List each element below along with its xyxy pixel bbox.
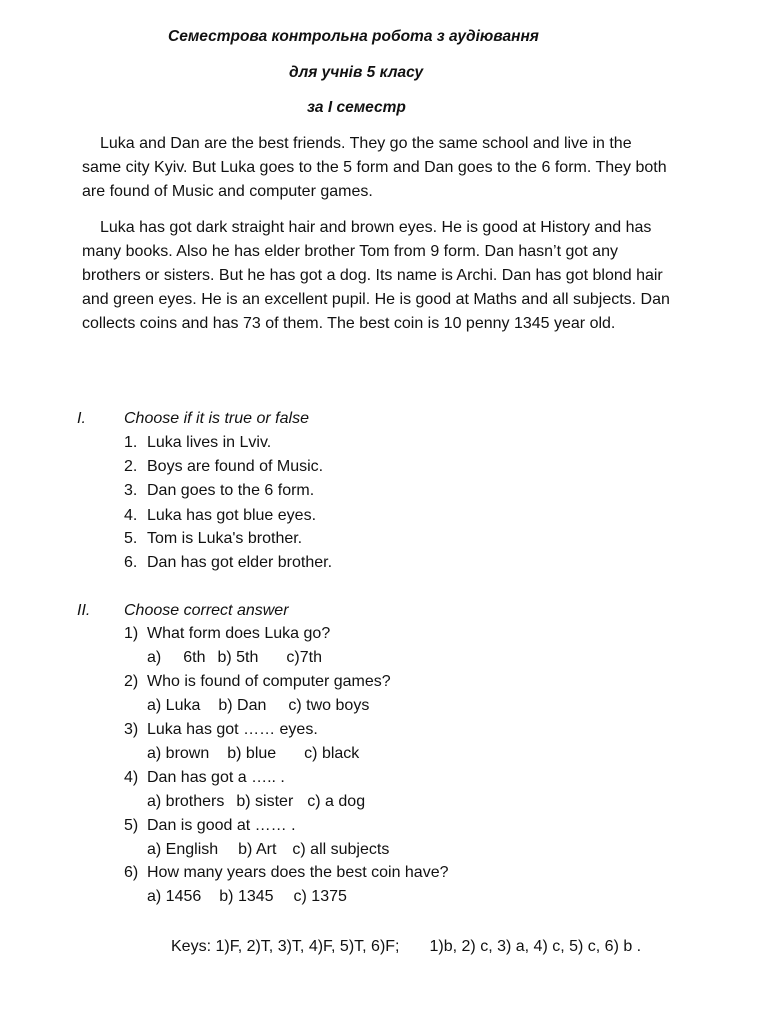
- s2-q5-opt-b: b) Art: [238, 841, 277, 858]
- s2-q6-text: How many years does the best coin have?: [147, 864, 449, 881]
- s2-q3-opt-a: a) brown: [147, 745, 210, 762]
- s2-q5-options: [147, 838, 389, 862]
- s1-item-3-num: 3.: [124, 482, 138, 499]
- s2-q4-options: [147, 790, 365, 814]
- s2-q2-opt-c: c) two boys: [288, 697, 370, 714]
- s2-q3-text: Luka has got …… eyes.: [147, 721, 318, 738]
- s2-q6-num: 6): [124, 864, 139, 881]
- s2-q4-num: 4): [124, 769, 139, 786]
- s2-q3-num: 3): [124, 721, 139, 738]
- s2-q2-opt-b: b) Dan: [218, 697, 267, 714]
- s1-item-2-num: 2.: [124, 458, 138, 475]
- answer-keys-part-2: 1)b, 2) c, 3) a, 4) c, 5) c, 6) b .: [429, 938, 642, 955]
- title-line-3: за І семестр: [307, 99, 406, 116]
- s2-q5-opt-a: a) English: [147, 841, 219, 858]
- s2-q6-opt-a: a) 1456: [147, 888, 202, 905]
- s2-q4-text: Dan has got a ….. .: [147, 769, 285, 786]
- s2-q1-opt-c: c)7th: [286, 649, 322, 666]
- s2-q3-opt-b: b) blue: [227, 745, 277, 762]
- s2-q4-opt-a: a) brothers: [147, 793, 225, 810]
- paragraph-1: [82, 132, 672, 204]
- s2-q3-options: [147, 742, 359, 766]
- section-2-numeral: II.: [77, 602, 91, 619]
- section-1-numeral: I.: [77, 410, 86, 427]
- s2-q1-options: [147, 646, 322, 670]
- s2-q1-opt-a: a): [147, 649, 162, 666]
- s2-q5-opt-c: c) all subjects: [292, 841, 390, 858]
- s2-q2-opt-a: a) Luka: [147, 697, 201, 714]
- s2-q2-options: [147, 694, 369, 718]
- s2-q4-opt-c: c) a dog: [307, 793, 366, 810]
- s2-q5-text: Dan is good at …… .: [147, 817, 296, 834]
- title-line-2: для учнів 5 класу: [289, 64, 424, 81]
- s2-q5-num: 5): [124, 817, 139, 834]
- s2-q6-opt-b: b) 1345: [219, 888, 274, 905]
- paragraph-2-text: Luka has got dark straight hair and brown eyes. He is good at History and has many books. Also he has elder brother Tom from 9 form. Dan hasn’t got any brothers or sisters. But he has got a dog. Its name is Archi. Dan has got blond hair and green eyes. He is an excellent pupil. He is good at Maths and all subjects. Dan collects coins and has 73 of them. The best coin is 10 penny 1345 year old.: [82, 219, 670, 332]
- s2-q3-opt-c: c) black: [304, 745, 360, 762]
- s1-item-3-text: Dan goes to the 6 form.: [147, 482, 315, 499]
- s1-item-6-text: Dan has got elder brother.: [147, 554, 333, 571]
- s2-q2-text: Who is found of computer games?: [147, 673, 391, 690]
- paragraph-1-text: Luka and Dan are the best friends. They go the same school and live in the same city Kyiv. But Luka goes to the 5 form and Dan goes to the 6 form. They both are found of Music and computer games.: [82, 135, 667, 200]
- s1-item-2-text: Boys are found of Music.: [147, 458, 324, 475]
- s2-q6-options: [147, 885, 347, 909]
- s1-item-6-num: 6.: [124, 554, 138, 571]
- s2-q1-num: 1): [124, 625, 139, 642]
- s2-q1-text: What form does Luka go?: [147, 625, 331, 642]
- s1-item-4-text: Luka has got blue eyes.: [147, 507, 317, 524]
- s1-item-1-num: 1.: [124, 434, 138, 451]
- s2-q1-opt-b: b) 5th: [217, 649, 259, 666]
- section-1-heading: Choose if it is true or false: [124, 410, 309, 427]
- title-line-1: Семестрова контрольна робота з аудіювання: [168, 28, 539, 45]
- s2-q6-opt-c: c) 1375: [293, 888, 347, 905]
- answer-keys: [171, 935, 641, 959]
- answer-keys-part-1: Keys: 1)F, 2)T, 3)T, 4)F, 5)T, 6)F;: [171, 938, 400, 955]
- s2-q1-opt-a-value: 6th: [183, 649, 206, 666]
- s1-item-5-num: 5.: [124, 530, 138, 547]
- s1-item-4-num: 4.: [124, 507, 138, 524]
- paragraph-2: [82, 216, 672, 336]
- s2-q2-num: 2): [124, 673, 139, 690]
- s2-q4-opt-b: b) sister: [236, 793, 294, 810]
- s1-item-5-text: Tom is Luka's brother.: [147, 530, 303, 547]
- s1-item-1-text: Luka lives in Lviv.: [147, 434, 272, 451]
- section-2-heading: Choose correct answer: [124, 602, 289, 619]
